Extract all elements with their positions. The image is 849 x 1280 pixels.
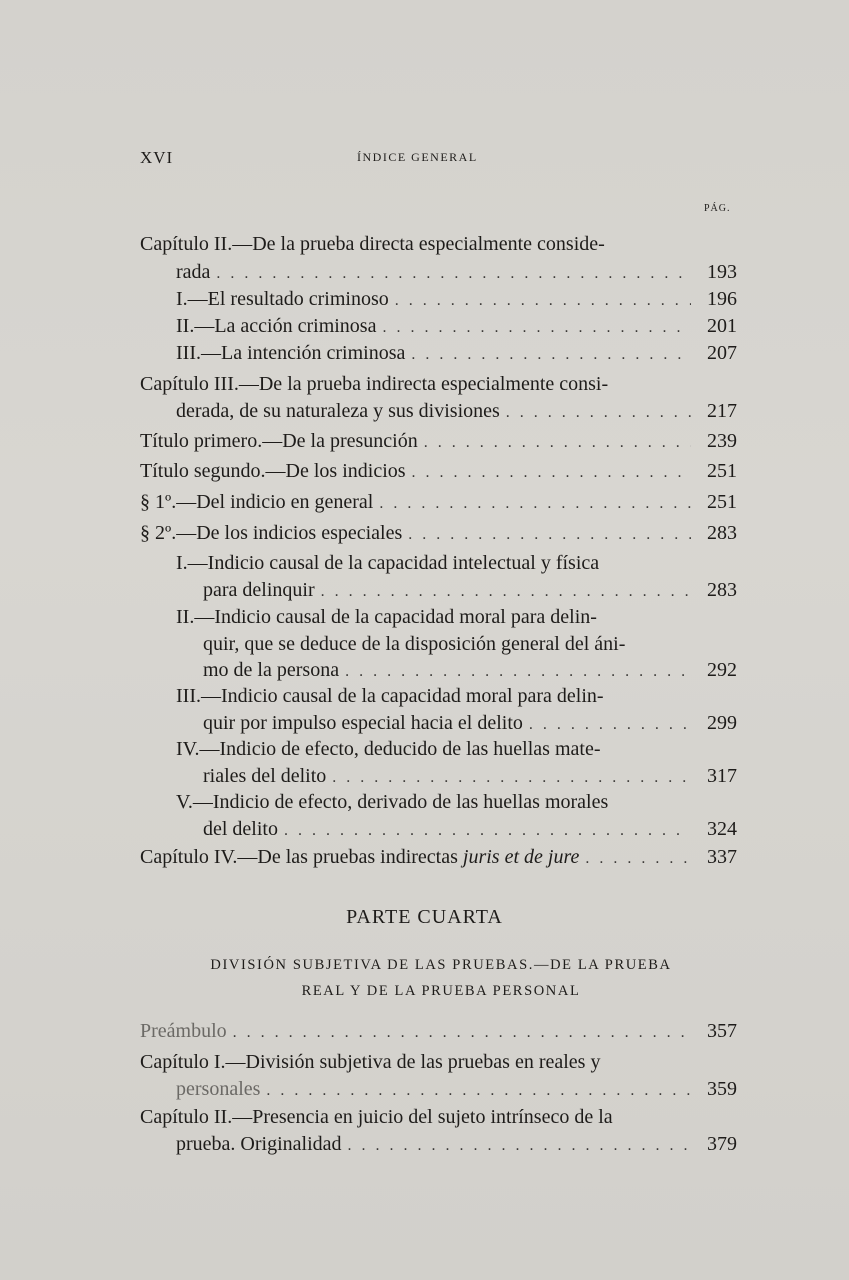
toc-entry-text: IV.—Indicio de efecto, deducido de las huellas mate- bbox=[176, 738, 601, 760]
toc-page-number: 251 bbox=[707, 491, 737, 513]
toc-entry-text: quir, que se deduce de la disposición general del áni- bbox=[203, 633, 626, 655]
toc-entry-text: I.—Indicio causal de la capacidad intelectual y física bbox=[176, 552, 600, 574]
toc-entry-text: del delito bbox=[203, 818, 278, 840]
toc-entry-text: riales del delito bbox=[203, 765, 327, 787]
toc-entry-text: II.—La acción criminosa bbox=[176, 315, 377, 337]
toc-page-number: 357 bbox=[707, 1020, 737, 1042]
toc-page-number: 283 bbox=[707, 522, 737, 544]
page-number: XVI bbox=[140, 148, 174, 167]
toc-entry-text: Título segundo.—De los indicios bbox=[140, 460, 406, 482]
toc-page-number: 379 bbox=[707, 1133, 737, 1155]
running-title: ÍNDICE GENERAL bbox=[357, 150, 478, 164]
toc-entry-italic-text: juris et de jure bbox=[462, 846, 580, 868]
toc-page-number: 299 bbox=[707, 712, 737, 734]
toc-entry-text: III.—Indicio causal de la capacidad moral para delin- bbox=[176, 685, 604, 707]
toc-entry-text: derada, de su naturaleza y sus divisiones bbox=[176, 400, 500, 422]
toc-page-number: 292 bbox=[707, 659, 737, 681]
toc-entry-text: personales bbox=[176, 1078, 261, 1100]
toc-entry-line bbox=[140, 1104, 740, 1130]
toc-entry-text: quir por impulso especial hacia el delito bbox=[203, 712, 523, 734]
toc-page-number: 283 bbox=[707, 579, 737, 601]
toc-entry-text: Capítulo I.—División subjetiva de las pruebas en reales y bbox=[140, 1051, 601, 1073]
toc-entry-text: II.—Indicio causal de la capacidad moral para delin- bbox=[176, 606, 597, 628]
leader-dots bbox=[266, 1078, 691, 1104]
toc-entry bbox=[176, 1076, 737, 1102]
toc-entry-text: rada bbox=[176, 261, 211, 283]
leader-dots bbox=[348, 1133, 692, 1159]
toc-entry-text: Capítulo II.—Presencia en juicio del sujeto intrínseco de la bbox=[140, 1106, 613, 1128]
toc-entry-text: V.—Indicio de efecto, derivado de las huellas morales bbox=[176, 791, 609, 813]
toc-entry-text: § 1º.—Del indicio en general bbox=[140, 491, 374, 513]
toc-page-number: 217 bbox=[707, 400, 737, 422]
toc-entry bbox=[140, 1018, 737, 1044]
toc-page-number: 201 bbox=[707, 315, 737, 337]
leader-dots bbox=[233, 1020, 691, 1046]
toc-entry-text: para delinquir bbox=[203, 579, 315, 601]
toc-page-number: 324 bbox=[707, 818, 737, 840]
toc-page-number: 193 bbox=[707, 261, 737, 283]
toc-page-number: 251 bbox=[707, 460, 737, 482]
toc-page-number: 359 bbox=[707, 1078, 737, 1100]
part-subtitle-line-1: DIVISIÓN SUBJETIVA DE LAS PRUEBAS.—DE LA PRUEBA bbox=[210, 957, 672, 973]
toc-entry-text: I.—El resultado criminoso bbox=[176, 288, 389, 310]
toc-entry-text: III.—La intención criminosa bbox=[176, 342, 406, 364]
part-subtitle-line-2: REAL Y DE LA PRUEBA PERSONAL bbox=[301, 983, 581, 999]
toc-entry-text: Capítulo III.—De la prueba indirecta especialmente consi- bbox=[140, 373, 609, 395]
toc-entry-text: Capítulo IV.—De las pruebas indirectas bbox=[140, 846, 463, 868]
toc-entry-text: Preámbulo bbox=[140, 1020, 227, 1042]
toc-page-number: 196 bbox=[707, 288, 737, 310]
toc-entry-text: Capítulo II.—De la prueba directa especialmente conside- bbox=[140, 233, 605, 255]
toc-page-number: 239 bbox=[707, 430, 737, 452]
part-title: PARTE CUARTA bbox=[346, 906, 503, 928]
toc-entry-text: prueba. Originalidad bbox=[176, 1133, 342, 1155]
toc-entry-text: § 2º.—De los indicios especiales bbox=[140, 522, 403, 544]
toc-entry-line bbox=[140, 1049, 740, 1075]
toc-entry-text: mo de la persona bbox=[203, 659, 340, 681]
page-column-label: PÁG. bbox=[704, 203, 731, 214]
toc-page-number: 317 bbox=[707, 765, 737, 787]
toc-page-number: 337 bbox=[707, 846, 737, 868]
toc-page-number: 207 bbox=[707, 342, 737, 364]
toc-entry-text: Título primero.—De la presunción bbox=[140, 430, 418, 452]
toc-entry bbox=[176, 1131, 737, 1157]
